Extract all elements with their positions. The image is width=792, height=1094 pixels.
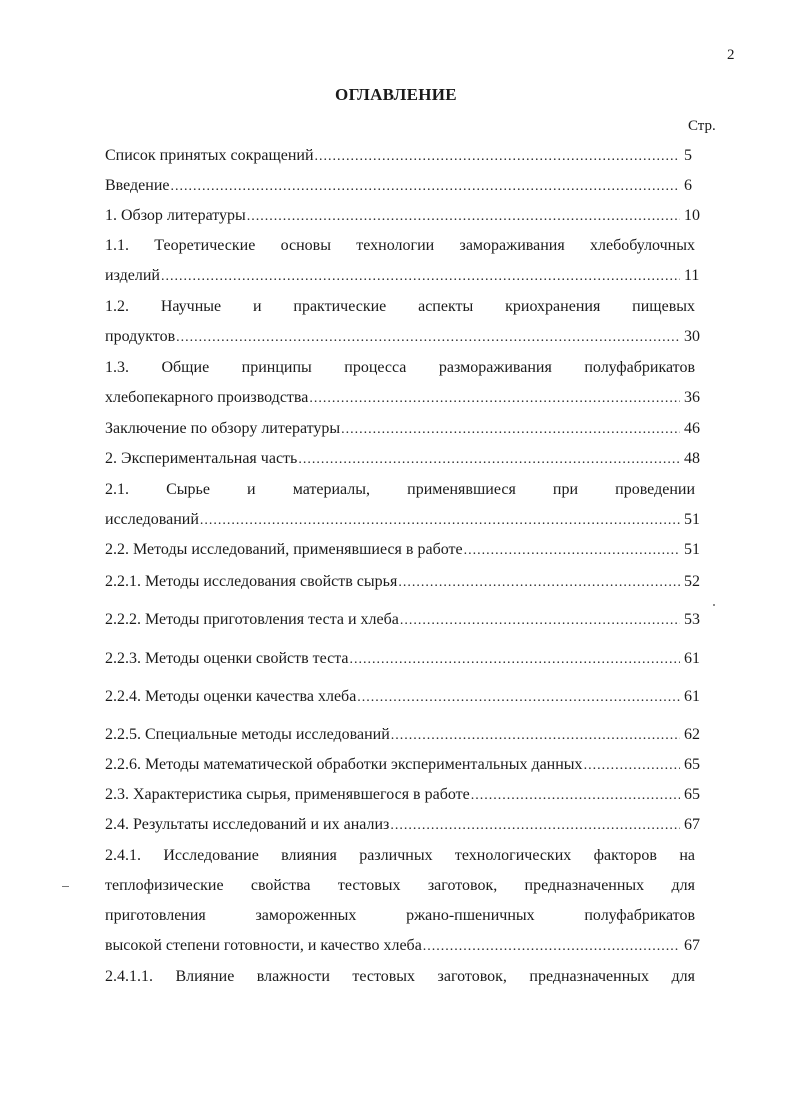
toc-entry-text: 1.1. Теоретические основы технологии замораживания хлебобулочных — [105, 237, 695, 254]
toc-entry-text: 2.1. Сырье и материалы, применявшиеся при проведении — [105, 481, 695, 498]
toc-entry[interactable] — [105, 573, 710, 595]
toc-entry-text: Введение — [105, 177, 170, 194]
page-title: ОГЛАВЛЕНИЕ — [335, 85, 457, 104]
toc-entry-page: 5 — [684, 147, 692, 164]
dot-leader — [390, 818, 680, 834]
toc-entry-line[interactable] — [105, 877, 695, 899]
toc-entry-page: 36 — [684, 389, 700, 406]
scan-speck — [713, 604, 715, 606]
toc-entry-text: 2.2.6. Методы математической обработки экспериментальных данных — [105, 756, 583, 773]
toc-entry-text: Заключение по обзору литературы — [105, 420, 341, 437]
toc-entry-page: 51 — [684, 541, 700, 558]
toc-entry-page: 10 — [684, 207, 700, 224]
toc-entry[interactable] — [105, 726, 710, 748]
toc-entry[interactable] — [105, 937, 710, 959]
toc-entry-text: 1. Обзор литературы — [105, 207, 246, 224]
toc-entry-text: 2.2.5. Специальные методы исследований — [105, 726, 390, 743]
toc-entry-page: 65 — [684, 756, 700, 773]
dot-leader — [298, 452, 680, 468]
dot-leader — [423, 939, 680, 955]
page-column-label: Стр. — [688, 118, 716, 134]
dot-leader — [584, 758, 680, 774]
toc-entry-text: 2.4. Результаты исследований и их анализ — [105, 816, 390, 833]
toc-entry[interactable] — [105, 541, 710, 563]
toc-entry-page: 67 — [684, 816, 700, 833]
toc-entry-text: 2.2.2. Методы приготовления теста и хлеба — [105, 611, 399, 628]
toc-entry[interactable] — [105, 611, 710, 633]
dot-leader — [400, 613, 680, 629]
toc-entry-page: 51 — [684, 511, 700, 528]
dot-leader — [398, 575, 680, 591]
toc-entry-page: 52 — [684, 573, 700, 590]
toc-entry-page: 65 — [684, 786, 700, 803]
toc-entry-page: 6 — [684, 177, 692, 194]
dot-leader — [176, 330, 680, 346]
dot-leader — [341, 422, 680, 438]
toc-entry-text: 1.2. Научные и практические аспекты криохранения пищевых — [105, 298, 695, 315]
toc-entry[interactable] — [105, 511, 710, 533]
toc-entry-page: 53 — [684, 611, 700, 628]
toc-entry-page: 61 — [684, 650, 700, 667]
toc-entry-text: 2.4.1.1. Влияние влажности тестовых заготовок, предназначенных для — [105, 968, 695, 985]
toc-entry-page: 11 — [684, 267, 700, 284]
toc-entry-text: 2.2. Методы исследований, применявшиеся в работе — [105, 541, 463, 558]
toc-entry-page: 48 — [684, 450, 700, 467]
toc-entry-line[interactable] — [105, 237, 695, 259]
toc-entry-text: 2.4.1. Исследование влияния различных технологических факторов на — [105, 847, 695, 864]
dot-leader — [247, 209, 680, 225]
dot-leader — [315, 149, 680, 165]
dot-leader — [161, 269, 680, 285]
toc-entry[interactable] — [105, 688, 710, 710]
toc-entry-line[interactable] — [105, 298, 695, 320]
toc-entry[interactable] — [105, 816, 710, 838]
toc-entry[interactable] — [105, 650, 710, 672]
toc-entry-text: 2. Экспериментальная часть — [105, 450, 298, 467]
toc-entry-page: 67 — [684, 937, 700, 954]
toc-entry[interactable] — [105, 389, 710, 411]
toc-entry[interactable] — [105, 786, 710, 808]
toc-entry-text: хлебопекарного производства — [105, 389, 309, 406]
toc-entry-text: 2.2.4. Методы оценки качества хлеба — [105, 688, 357, 705]
toc-entry-page: 30 — [684, 328, 700, 345]
toc-entry-text: Список принятых сокращений — [105, 147, 314, 164]
toc-entry[interactable] — [105, 756, 710, 778]
toc-entry-text: 2.2.3. Методы оценки свойств теста — [105, 650, 349, 667]
toc-entry-line[interactable] — [105, 907, 695, 929]
toc-entry[interactable] — [105, 450, 710, 472]
toc-entry-text: 2.3. Характеристика сырья, применявшегося в работе — [105, 786, 470, 803]
toc-entry-text: продуктов — [105, 328, 176, 345]
dot-leader — [200, 513, 680, 529]
toc-entry[interactable] — [105, 328, 710, 350]
toc-entry-text: теплофизические свойства тестовых заготовок, предназначенных для — [105, 877, 695, 894]
dot-leader — [171, 179, 681, 195]
scan-mark — [62, 886, 69, 887]
dot-leader — [391, 728, 680, 744]
dot-leader — [309, 391, 680, 407]
toc-entry-line[interactable] — [105, 481, 695, 503]
toc-entry-text: исследований — [105, 511, 199, 528]
toc-entry[interactable] — [105, 420, 710, 442]
toc-entry[interactable] — [105, 267, 710, 289]
toc-entry-line[interactable] — [105, 968, 695, 990]
toc-entry-text: высокой степени готовности, и качество хлеба — [105, 937, 422, 954]
dot-leader — [464, 543, 680, 559]
page-number: 2 — [727, 47, 735, 63]
toc-entry[interactable] — [105, 177, 710, 199]
toc-entry-page: 46 — [684, 420, 700, 437]
toc-entry-text: 2.2.1. Методы исследования свойств сырья — [105, 573, 398, 590]
toc-entry-page: 61 — [684, 688, 700, 705]
toc-entry-text: 1.3. Общие принципы процесса размораживания полуфабрикатов — [105, 359, 695, 376]
dot-leader — [357, 690, 680, 706]
toc-entry-text: приготовления замороженных ржано-пшеничных полуфабрикатов — [105, 907, 695, 924]
toc-entry[interactable] — [105, 147, 710, 169]
toc-entry-line[interactable] — [105, 359, 695, 381]
dot-leader — [471, 788, 680, 804]
toc-entry-line[interactable] — [105, 847, 695, 869]
toc-entry[interactable] — [105, 207, 710, 229]
toc-entry-text: изделий — [105, 267, 160, 284]
dot-leader — [350, 652, 680, 668]
toc-entry-page: 62 — [684, 726, 700, 743]
